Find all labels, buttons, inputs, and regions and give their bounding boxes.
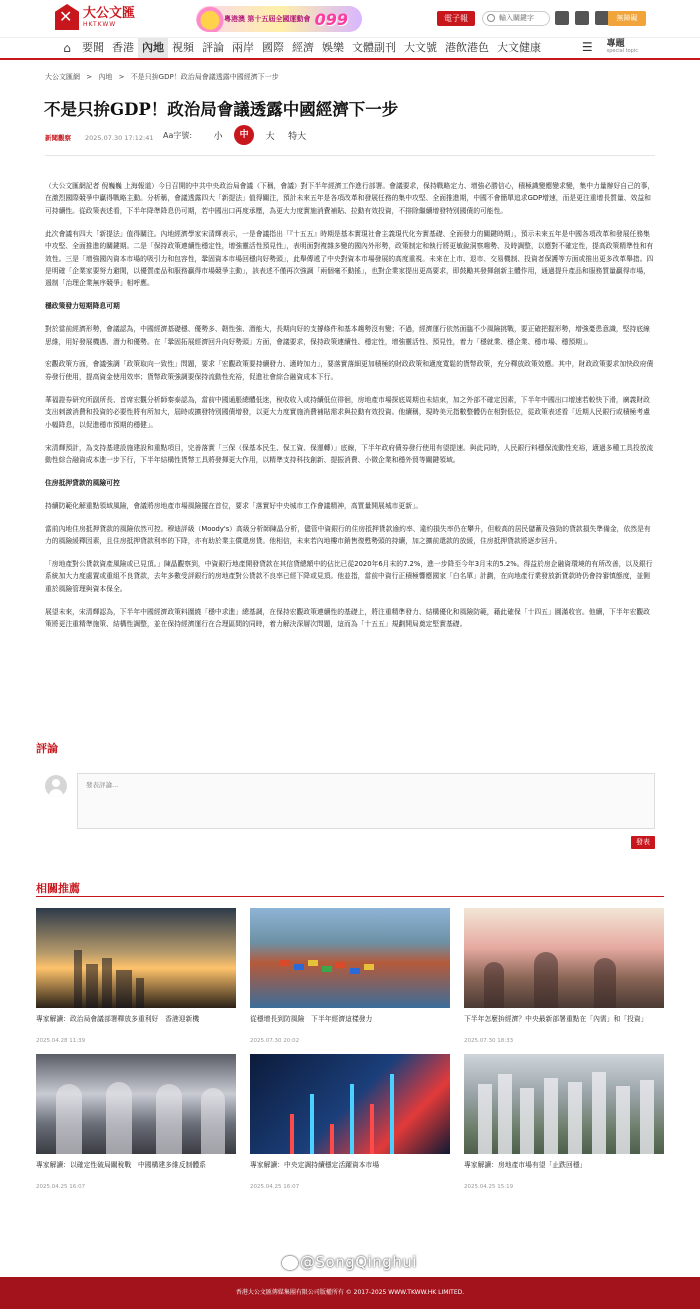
related-date: 2025.04.25 15:19 bbox=[464, 1184, 514, 1190]
font-size-label: Aa字號: bbox=[163, 130, 193, 140]
related-thumbnail[interactable] bbox=[250, 1054, 450, 1154]
mobile-icon[interactable] bbox=[575, 11, 589, 25]
search-placeholder: 輸入關鍵字 bbox=[499, 14, 534, 22]
epaper-button[interactable]: 電子報 bbox=[437, 11, 475, 26]
nav-item[interactable]: 要聞 bbox=[82, 41, 104, 54]
related-thumbnail[interactable] bbox=[250, 908, 450, 1008]
breadcrumb-home[interactable]: 大公文匯網 bbox=[45, 73, 80, 81]
article-paragraph: 對於當前經濟形勢，會議認為，中國經濟基礎穩、優勢多、韌性強、潛能大，長期向好的支撐條件和基本趨勢沒有變；不過，經濟運行依然面臨不少風險挑戰，要正確把握形勢，增強憂患意識，堅持底線思維，用好發展機遇、潛力和優勢。在「鞏固拓展經濟回升向好勢頭」方面，會議要求，保持政策連續性、穩定性，增強靈活性、預見性，着力「穩就業、穩企業、穩市場、穩預期」。 bbox=[45, 325, 650, 346]
font-size-medium[interactable]: 中 bbox=[234, 125, 254, 145]
article-paragraph: 宏觀政策方面，會議強調「政策取向一致性」問題，要求「宏觀政策要持續發力、適時加力」，要落實落細更加積極的財政政策和適度寬鬆的貨幣政策，充分釋放政策效應。其中，財政政策要求加快政府債券發行使用，提高資金使用效率；貨幣政策強調要保持流動性充裕，促進社會綜合融資成本下行。 bbox=[45, 360, 654, 381]
nav-item[interactable]: 評論 bbox=[202, 41, 224, 54]
related-thumbnail[interactable] bbox=[464, 908, 664, 1008]
article-subheading: 穩政策發力短期降息可期 bbox=[45, 302, 120, 311]
related-card[interactable] bbox=[464, 908, 664, 1054]
article-paragraph: 華福證券研究所副所長、首席宏觀分析師秦泰認為，當前中國通脹總體低迷，稅收收入或持續低位徘徊，房地產市場探底周期也未結束，加之外部不確定因素，下半年中國出口增速若較快下滑，廣義財政支出刺激消費和投資的必要性將有所加大，屆時或擴發特別國債增發，以更大力度實施消費補貼需求與拉動有效投資。他續稱，現時美元指數整體仍在相對低位，從政策表述看「近期人民銀行或積極考慮小幅降息，以促進穩市預期的穩健」。 bbox=[45, 395, 650, 429]
related-date: 2025.07.30 18:33 bbox=[464, 1038, 514, 1044]
article-paragraph: 此次會議有四大「新提法」值得關注。內地經濟學家宋清輝表示，一是會議指出「『十五五』時期是基本實現社會主義現代化夯實基礎、全面發力的關鍵時期」，預示未來五年是中國各項改革和發展任務集中攻堅、全面推進的關鍵期。二是「保持政策連續性穩定性，增強靈活性預見性」，表明面對複雜多變的國內外形勢，政策制定和執行將更敏銳洞察趨勢、及時調整，以應對不確定性，提高政策精準性和有效性。三是「增強國內資本市場的吸引力和包容性，鞏固資本市場回穩向好勢頭」，此舉傳遞了中央對資本市場發展的高度重視。未來在上市、退市、交易機制、投資者保護等方面或推出更多改革舉措。四是明確「企業家要努力避閑，以優質產品和服務贏得市場競爭主動」，該表述不僅再次強調「兩個毫不動搖」，也對企業家提出更高要求，即鼓勵其發揮創新主體作用，通過提升產品和服務質量贏得市場，遏制「治理企業無序競爭」相呼應。 bbox=[45, 229, 654, 288]
related-card[interactable] bbox=[36, 1054, 236, 1200]
article-paragraph: 當前內地住房抵押貸款的風險依然可控。穆迪評級（Moody's）高級分析師陳晶分析，儘管中資銀行的住房抵押貸款逾約率、違約損失率仍在攀升，但較高的居民儲蓄及強勁的貸款損失準備金，依然是有力的風險緩釋因素，且住房抵押貸款利率的下降，亦有助於業主償還房貸。他相信，未來若內地樓市銷售復甦勢頭的持續，加之擴前還款的放緩，住房抵押貸款將逐步回升。 bbox=[45, 524, 651, 546]
mascot-icon bbox=[196, 6, 224, 32]
nav-item[interactable]: 娛樂 bbox=[322, 41, 344, 54]
font-size-control bbox=[163, 125, 312, 145]
submit-comment-button[interactable]: 發表 bbox=[631, 836, 655, 849]
related-caption[interactable]: 下半年怎麼拚經濟？中央最新部署重點在「內需」和「投資」 bbox=[464, 1015, 648, 1023]
article-date: 2025.07.30 17:12:41 bbox=[85, 133, 154, 142]
games-banner[interactable] bbox=[196, 6, 362, 32]
article-paragraph: 「房地產對公貸款資產風險或已見頂。」陳晶觀察到，中資銀行地產開發貸款在其信貸總額中的佔比已從2020年6月末的7.2%，進一步降至今年3月末的5.2%。得益於房企融資環境的有所改善，以及銀行系統加大力度處置或重組不良貸款，去年多數受評銀行的房地產對公貸款不良率已經下降或見頂。他並指，當前中資行正積極響應國家「白名單」計劃，在向地產行業發放新貸款時仍會持審慎態度，並側重於風險管理與資本保全。 bbox=[45, 559, 653, 593]
breadcrumb-sep: > bbox=[118, 73, 125, 81]
nav-item[interactable]: 大文號 bbox=[404, 41, 437, 54]
bell-icon[interactable] bbox=[595, 11, 609, 25]
related-card[interactable] bbox=[464, 1054, 664, 1200]
article-subheading: 住房抵押貸款的風險可控 bbox=[45, 478, 120, 487]
logo-mark-icon bbox=[55, 4, 79, 30]
article-paragraph: 持續防範化解重點領域風險，會議將房地產市場風險擺在首位，要求「落實好中央城市工作會議精神，高質量開展城市更新」。 bbox=[45, 501, 423, 510]
breadcrumb-section[interactable]: 內地 bbox=[98, 73, 113, 81]
logo-text-en: HKTKWW bbox=[83, 20, 117, 28]
comments-heading: 評論 bbox=[36, 742, 58, 755]
article-meta bbox=[45, 130, 655, 142]
nav-item[interactable]: 香港 bbox=[112, 41, 134, 54]
search-icon bbox=[487, 14, 495, 22]
related-date: 2025.04.25 16:07 bbox=[250, 1184, 300, 1190]
top-bar bbox=[0, 0, 700, 38]
related-caption[interactable]: 專家解讀：以確定性破局關稅戰 中國構建多維反制體系 bbox=[36, 1161, 206, 1169]
nav-item-active[interactable]: 內地 bbox=[138, 38, 168, 58]
search-input[interactable] bbox=[482, 11, 550, 26]
article-source[interactable]: 新聞觀察 bbox=[45, 134, 71, 142]
avatar bbox=[45, 775, 67, 797]
user-icon[interactable] bbox=[555, 11, 569, 25]
related-card[interactable] bbox=[250, 908, 450, 1054]
related-card[interactable] bbox=[36, 908, 236, 1054]
menu-icon[interactable]: ☰ bbox=[581, 40, 593, 54]
accessibility-button[interactable]: 無障礙 bbox=[608, 11, 646, 26]
related-grid bbox=[36, 908, 664, 1200]
nav-item[interactable]: 視頻 bbox=[172, 41, 194, 54]
article-paragraph: 展望未來，宋清輝認為，下半年中國經濟政策料圍繞「穩中求進」總基調，在保持宏觀政策連續性的基礎上，將注重精準發力、結構優化和風險防範，藉此確保「十四五」圓滿收官。他續，下半年宏觀政策將更注重精準施策、結構性調整，並在保持經濟運行在合理區間的同時，着力解決深層次問題，這而為「十五五」規劃開局奠定堅實基礎。 bbox=[45, 607, 650, 629]
home-icon[interactable]: ⌂ bbox=[63, 41, 71, 55]
related-heading: 相關推薦 bbox=[36, 882, 80, 895]
related-date: 2025.04.28 11:39 bbox=[36, 1038, 86, 1044]
nav-item[interactable]: 文體副刊 bbox=[352, 41, 396, 54]
related-thumbnail[interactable] bbox=[464, 1054, 664, 1154]
divider bbox=[45, 155, 655, 156]
related-thumbnail[interactable] bbox=[36, 1054, 236, 1154]
related-date: 2025.07.30 20:02 bbox=[250, 1038, 300, 1044]
related-card[interactable] bbox=[250, 1054, 450, 1200]
related-caption[interactable]: 專家解讀：房地產市場有望「止跌回穩」 bbox=[464, 1161, 587, 1169]
main-nav bbox=[0, 38, 700, 60]
nav-item[interactable]: 港飲港色 bbox=[445, 41, 489, 54]
nav-item[interactable]: 兩岸 bbox=[232, 41, 254, 54]
nav-item[interactable]: 大文健康 bbox=[497, 41, 541, 54]
article-body bbox=[45, 180, 655, 641]
related-caption[interactable]: 專家解讀：政治局會議部署釋放多重利好 香港迎新機 bbox=[36, 1015, 200, 1023]
banner-countdown: 099 bbox=[314, 9, 348, 29]
page-title: 不是只拚GDP！政治局會議透露中國經濟下一步 bbox=[44, 100, 399, 119]
nav-item[interactable]: 經濟 bbox=[292, 41, 314, 54]
breadcrumb-sep: > bbox=[86, 73, 93, 81]
banner-text: 粵港澳 第十五屆全國運動會 bbox=[224, 15, 311, 23]
related-caption[interactable]: 從穩增長到防風險 下半年經濟這樣發力 bbox=[250, 1015, 373, 1023]
font-size-small[interactable]: 小 bbox=[213, 131, 223, 142]
article-paragraph: （大公文匯網記者 倪巍巍 上海報道）今日召開的中共中央政治局會議（下稱，會議）對下半年經濟工作進行部署。會議要求，保持戰略定力、增強必勝信心，積極識變應變求變，集中力量辦好自己的事，在激烈國際競爭中贏得戰略主動。分析稱，會議透露四大「新提法」值得關注，預計未來五年是各項改革和發展任務的集中攻堅、全面推進期，中國不會簡單追求GDP增速，而是更注重增長質量、效益和可持續性。從政策表述看，下半年降準降息仍可期，若中國出口再度承壓，為更大力度實施消費補貼、拉動有效投資，不排除繼續增發特別國債的可能性。 bbox=[45, 182, 655, 215]
font-size-large[interactable]: 大 bbox=[265, 131, 275, 142]
weibo-icon bbox=[282, 1256, 298, 1270]
breadcrumb bbox=[45, 72, 283, 82]
related-date: 2025.04.25 16:07 bbox=[36, 1184, 86, 1190]
font-aa-icon: Aa bbox=[163, 130, 174, 140]
special-label: 專題 bbox=[606, 39, 625, 49]
watermark: @SongQinghui bbox=[300, 1253, 417, 1271]
breadcrumb-current: 不是只拚GDP！政治局會議透露中國經濟下一步 bbox=[130, 73, 279, 81]
special-sub: special topic bbox=[606, 48, 638, 54]
divider bbox=[36, 896, 664, 897]
special-topic-link[interactable] bbox=[607, 40, 638, 54]
related-thumbnail[interactable] bbox=[36, 908, 236, 1008]
nav-item[interactable]: 國際 bbox=[262, 41, 284, 54]
site-footer: 香港大公文匯傳媒集團有限公司版權所有 © 2017-2025 WWW.TKWW.HK LIMITED. bbox=[0, 1277, 700, 1309]
site-logo[interactable] bbox=[55, 4, 135, 30]
comment-input[interactable] bbox=[77, 773, 655, 829]
related-caption[interactable]: 專家解讀：中央定調持續穩定活躍資本市場 bbox=[250, 1161, 380, 1169]
font-size-xlarge[interactable]: 特大 bbox=[288, 131, 307, 142]
article-paragraph: 宋清輝預計，為支持基建設施建設和重點項目，完善落實「三保（保基本民生、保工資、保運轉）」底線，下半年政府債券發行使用有望提速。與此同時，人民銀行料穩保流動性充裕，適過多種工具投放流動性綜合融資成本進一步下行，下半年結構性貨幣工具將發揮更大作用，以精準支持科技創新、提振消費、小微企業和穩外貿等關鍵領域。 bbox=[45, 443, 654, 464]
logo-text-cn: 大公文匯 bbox=[83, 5, 136, 21]
